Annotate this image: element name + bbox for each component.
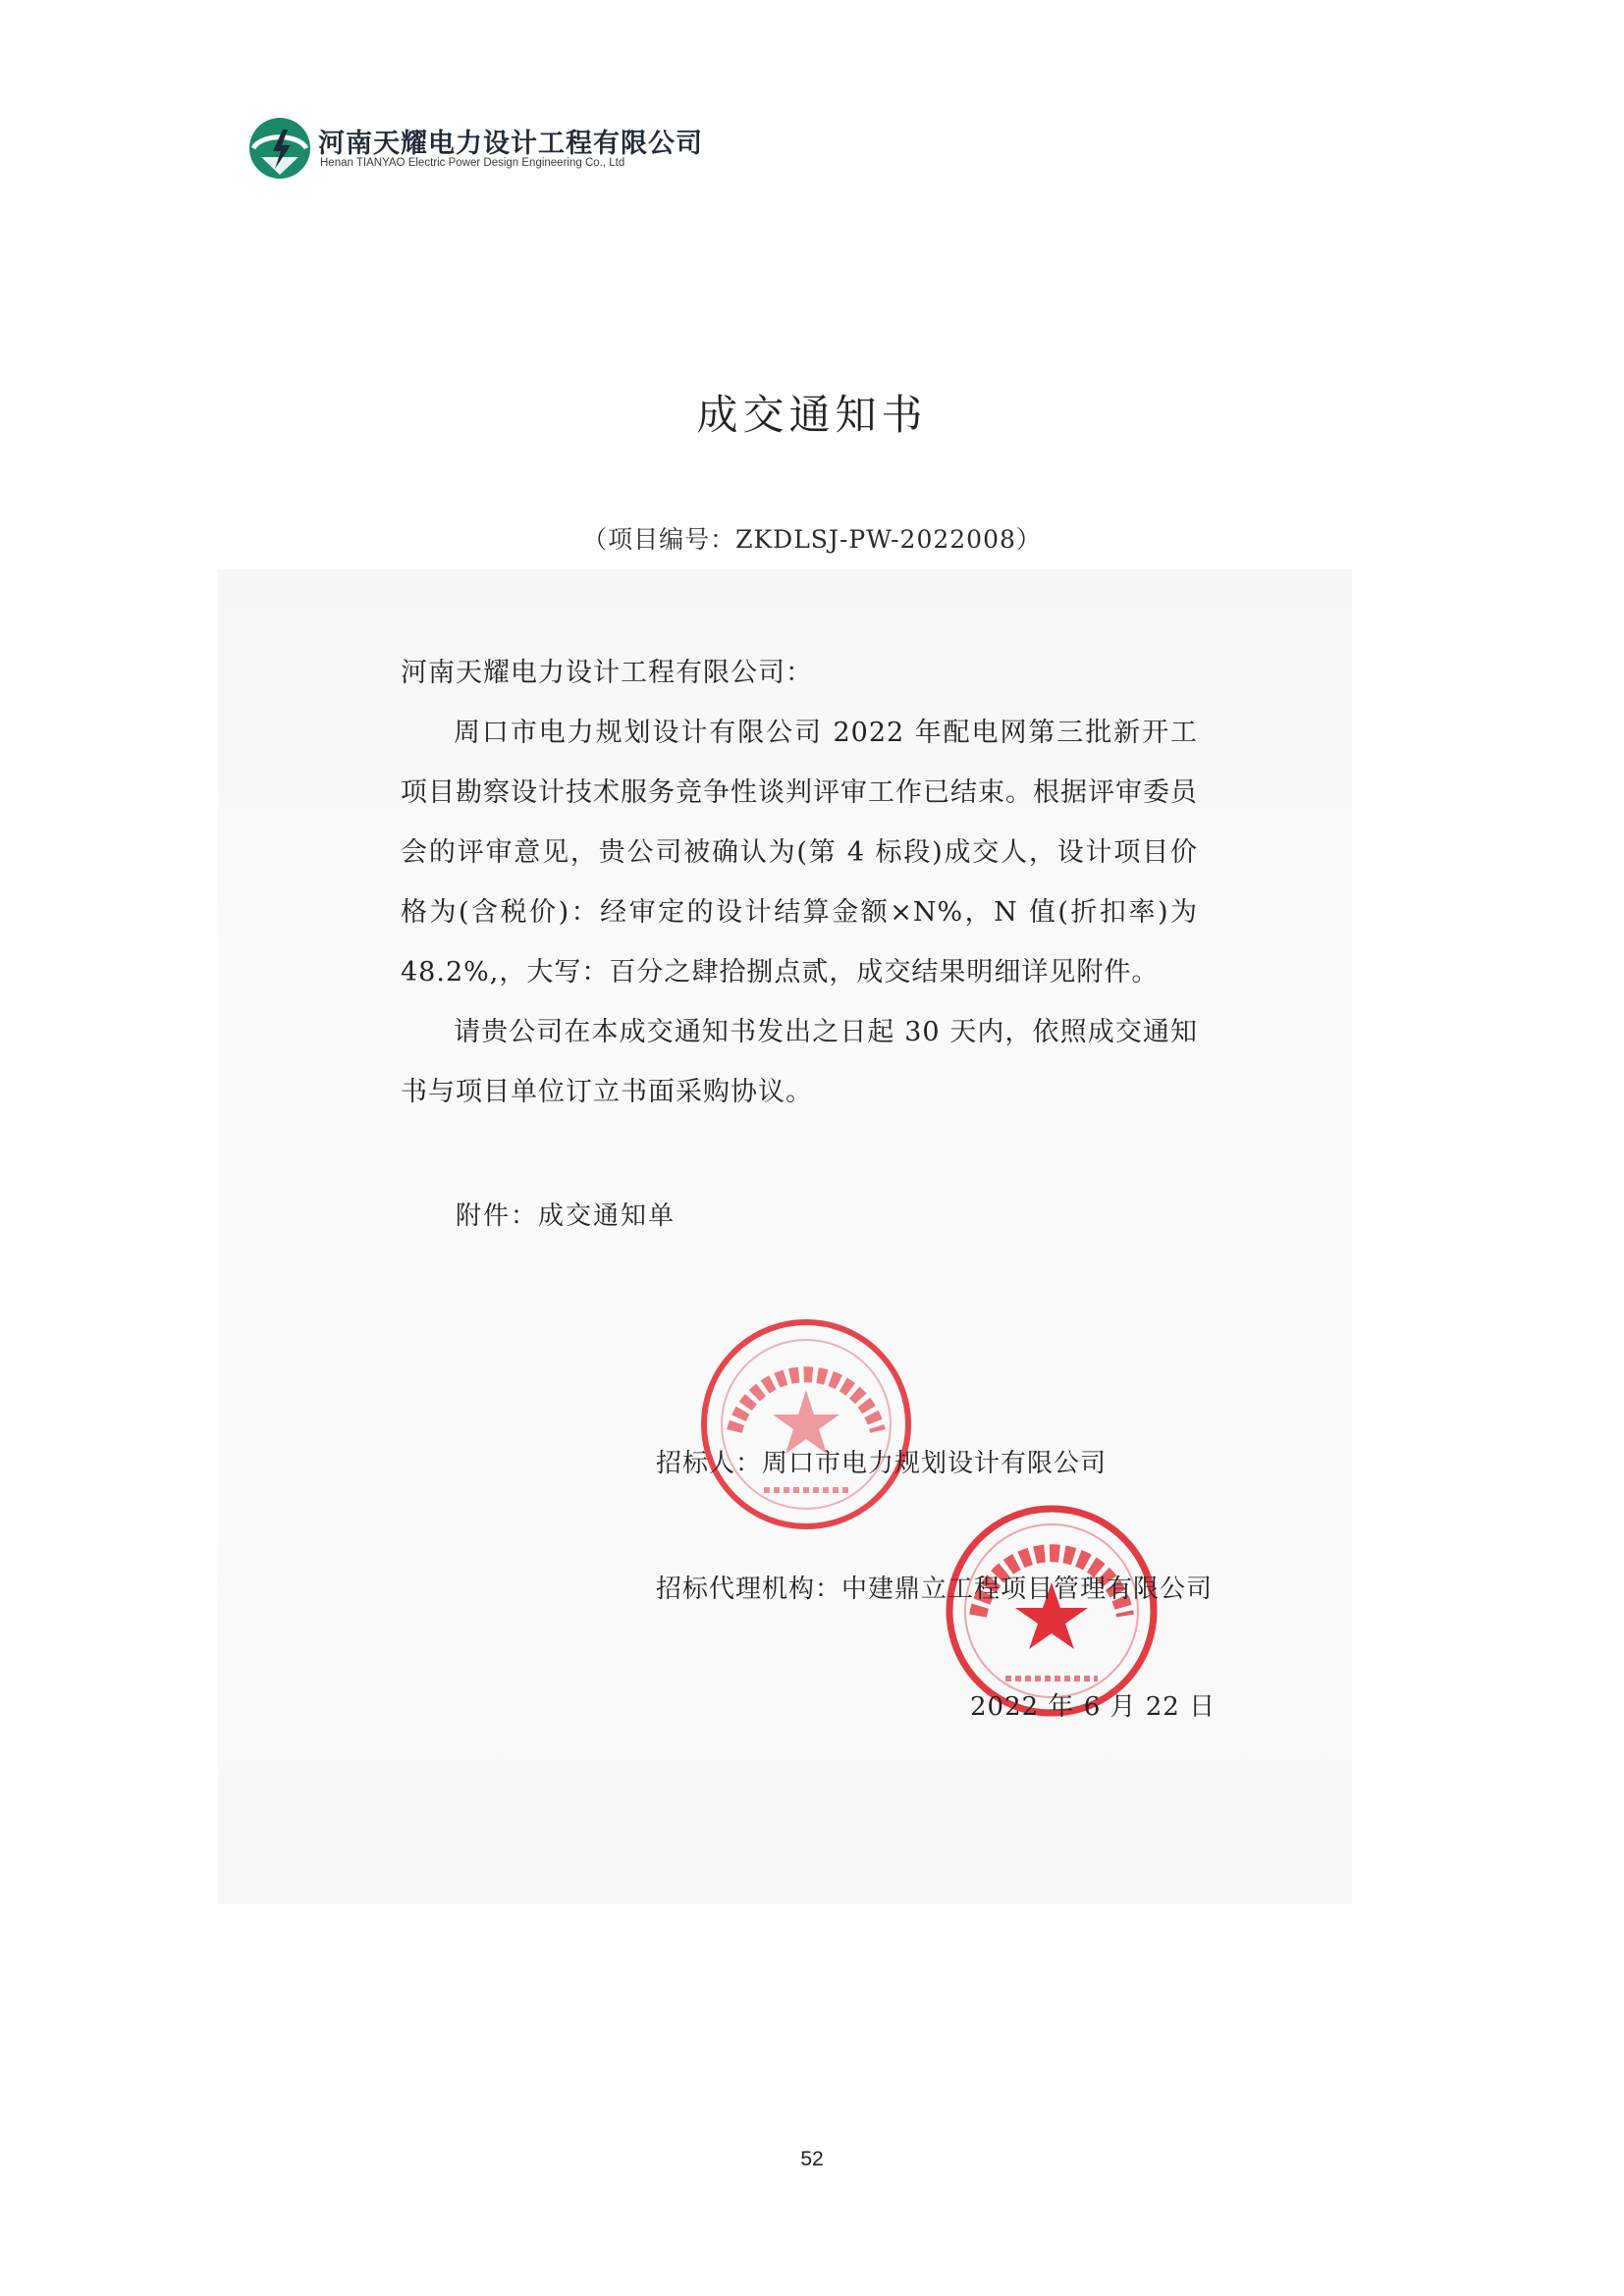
company-name-en: Henan TIANYAO Electric Power Design Engineering Co., Ltd [320,157,625,169]
agency-label: 招标代理机构： [656,1575,842,1604]
agency-signature-line [656,1569,1213,1605]
issue-date: 2022 年 6 月 22 日 [970,1692,1217,1722]
page-number: 52 [800,2148,824,2170]
agency-name: 中建鼎立工程项目管理有限公司 [841,1575,1214,1604]
company-name-cn: 河南天耀电力设计工程有限公司 [318,129,703,159]
tenderer-seal-stamp [695,1313,917,1535]
project-number: （项目编号：ZKDLSJ-PW-2022008） [582,525,1042,554]
attachment-note: 附件：成交通知单 [456,1201,677,1231]
letter-body [401,643,1198,1122]
document-title: 成交通知书 [696,391,928,439]
company-logo-icon [247,116,312,181]
paragraph-award: 周口市电力规划设计有限公司 2022 年配电网第三批新开工项目勘察设计技术服务竞争性谈判评审工作已结束。根据评审委员会的评审意见，贵公司被确认为(第 4 标段)成交人，设计项目价格为(含税价)：经审定的设计结算金额×N%，N 值(折扣率)为 48.2%,，大写：百分之肆拾捌点贰，成交结果明细详见附件。 [401,718,1198,988]
tenderer-label: 招标人： [656,1449,763,1478]
paragraph-contract: 请贵公司在本成交通知书发出之日起 30 天内，依照成交通知书与项目单位订立书面采购协议。 [401,1017,1198,1107]
tenderer-name: 周口市电力规划设计有限公司 [762,1449,1108,1478]
company-header [247,116,837,185]
tenderer-signature-line [656,1443,1107,1479]
salutation: 河南天耀电力设计工程有限公司： [401,658,813,688]
